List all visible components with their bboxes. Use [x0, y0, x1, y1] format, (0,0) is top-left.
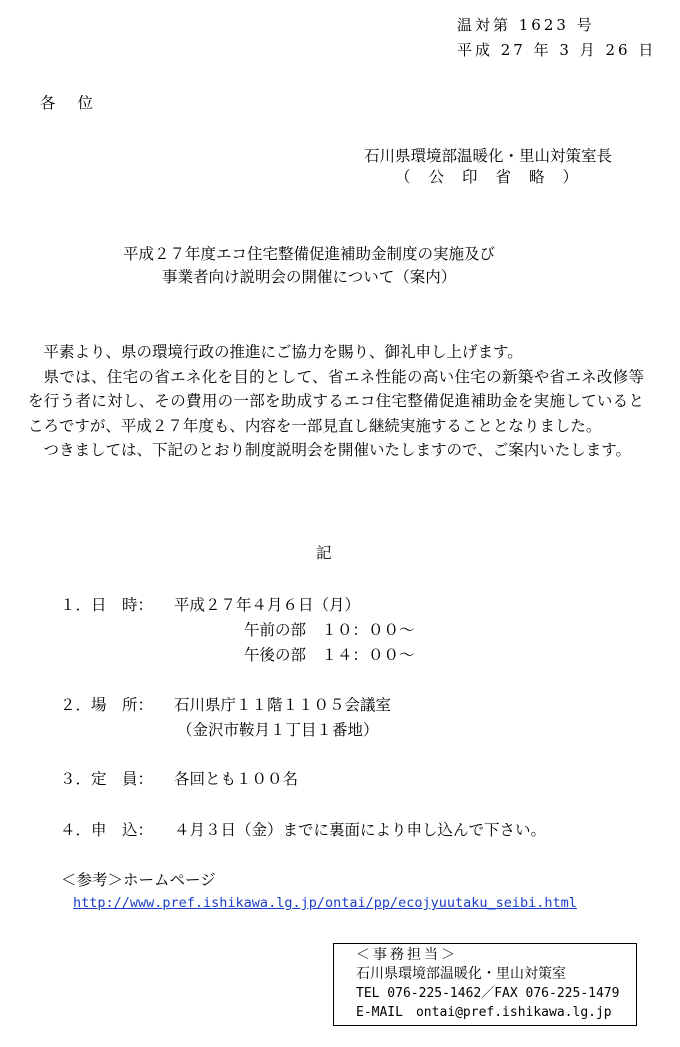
place-label: ２．場 所： — [60, 696, 154, 714]
document-date: 平成 27 年 3 月 26 日 — [457, 41, 657, 59]
capacity-value: 各回とも１００名 — [174, 770, 299, 788]
contact-title: ＜事務担当＞ — [356, 947, 458, 963]
body-text — [28, 340, 644, 463]
contact-box — [333, 943, 637, 1026]
morning-session: 午前の部 １０：００～ — [244, 621, 415, 639]
datetime-value: 平成２７年４月６日（月） — [174, 596, 361, 614]
contact-tel-fax: TEL 076-225-1462／FAX 076-225-1479 — [356, 986, 620, 1001]
application-label: ４．申 込： — [60, 821, 154, 839]
datetime-label: １．日 時： — [60, 596, 154, 614]
reference-label: ＜参考＞ホームページ — [61, 871, 216, 889]
body-paragraph-program: 県では、住宅の省エネ化を目的として、省エネ性能の高い住宅の新築や省エネ改修等を行う者に対し、その費用の一部を助成するエコ住宅整備促進補助金を実施しているところですが、平成２７年度も、内容を一部見直し継続実施することとなりました。 — [28, 367, 644, 435]
document-number: 温対第 1623 号 — [457, 16, 595, 34]
body-paragraph-invitation: つきましては、下記のとおり制度説明会を開催いたしますので、ご案内いたします。 — [43, 441, 631, 459]
body-paragraph-greeting: 平素より、県の環境行政の推進にご協力を賜り、御礼申し上げます。 — [43, 343, 523, 361]
document-title-line1: 平成２７年度エコ住宅整備促進補助金制度の実施及び — [123, 245, 496, 263]
sender-name: 石川県環境部温暖化・里山対策室長 — [364, 147, 613, 165]
homepage-link[interactable]: http://www.pref.ishikawa.lg.jp/ontai/pp/ecojyuutaku_seibi.html — [73, 895, 577, 911]
place-address: （金沢市鞍月１丁目１番地） — [177, 721, 379, 739]
document-title-line2: 事業者向け説明会の開催について（案内） — [162, 268, 457, 286]
seal-omitted-note: （公印省略） — [395, 168, 597, 186]
recipient: 各位 — [40, 94, 116, 112]
contact-email: E-MAIL ontai@pref.ishikawa.lg.jp — [356, 1005, 612, 1020]
afternoon-session: 午後の部 １４：００～ — [244, 646, 415, 664]
capacity-label: ３．定 員： — [60, 770, 154, 788]
place-value: 石川県庁１１階１１０５会議室 — [174, 696, 392, 714]
ki-heading: 記 — [316, 544, 332, 562]
contact-office: 石川県環境部温暖化・里山対策室 — [356, 966, 566, 982]
application-value: ４月３日（金）までに裏面により申し込んで下さい。 — [174, 821, 547, 839]
